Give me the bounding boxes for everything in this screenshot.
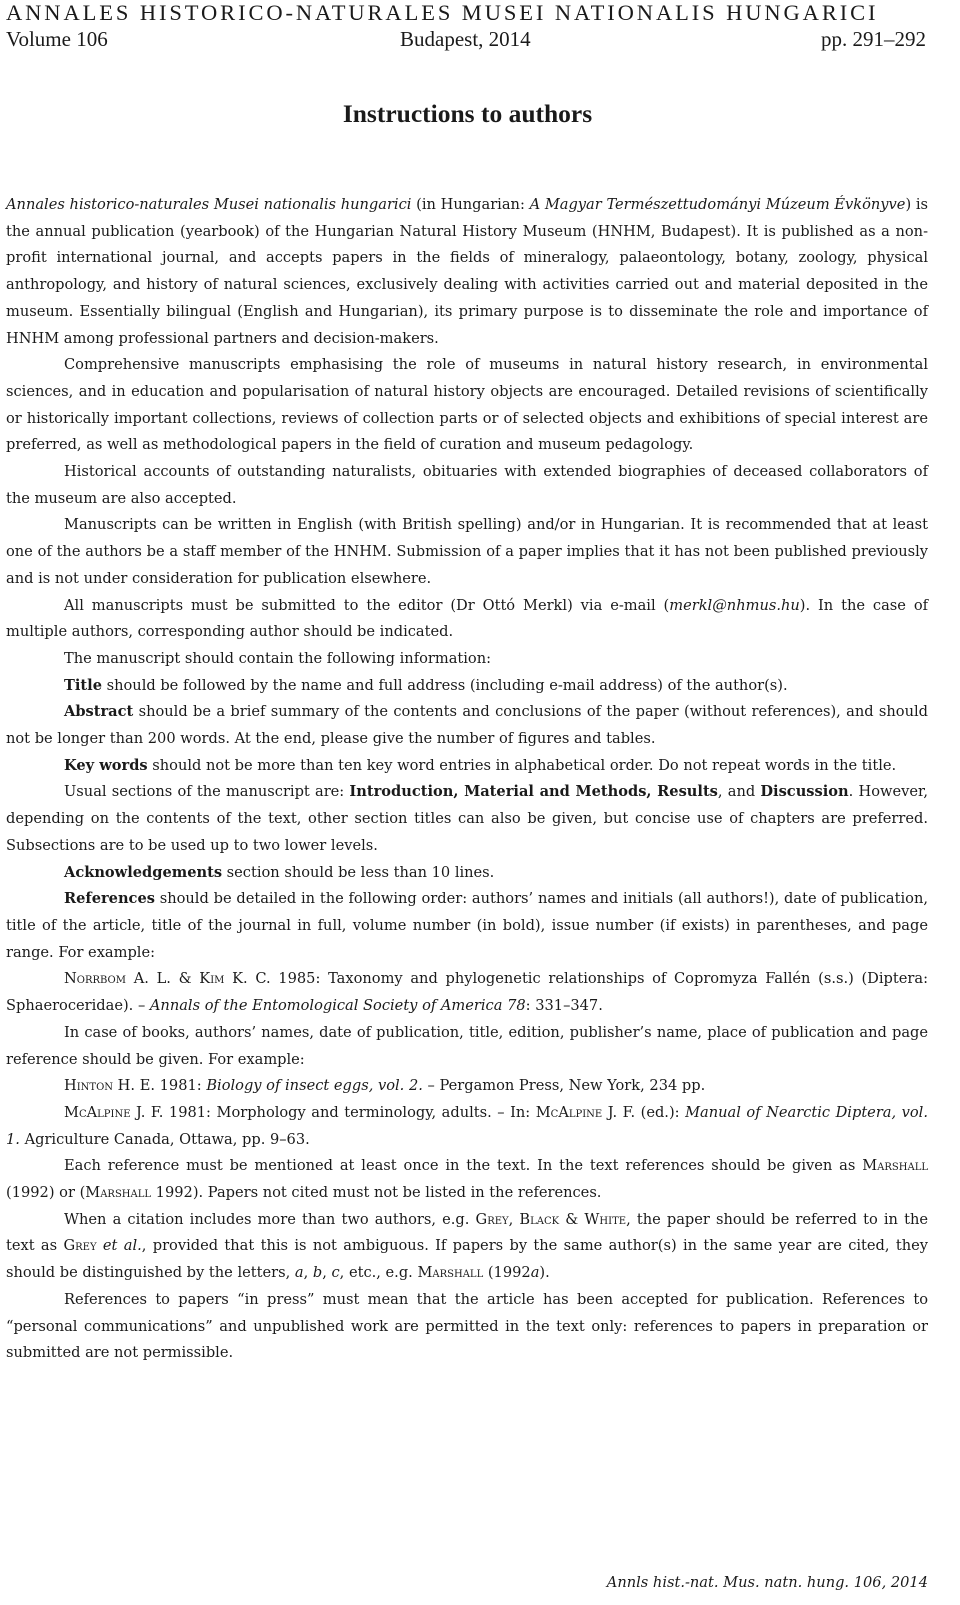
paragraph-historical: Historical accounts of outstanding naturalists, obituaries with extended biographies of deceased collaborators of the museum are also accepted. xyxy=(6,463,928,507)
paragraph-submission: All manuscripts must be submitted to the editor (Dr Ottó Merkl) via e-mail (merkl@nhmus.hu). In the case of multiple authors, corresponding author should be indicated. xyxy=(6,596,929,641)
place-year: Budapest, 2014 xyxy=(400,27,531,51)
paragraph-books: In case of books, authors’ names, date of publication, title, edition, publisher’s name, place of publication and page reference should be given. For example: xyxy=(6,1023,928,1068)
editor-email: merkl@nhmus.hu xyxy=(669,596,800,614)
reference-example-chapter: McAlpine J. F. 1981: Morphology and terminology, adults. – In: McAlpine J. F. (ed.): Manual of Nearctic Diptera, vol. 1. Agriculture Canada, Ottawa, pp. 9–63. xyxy=(6,1103,928,1148)
page-range: pp. 291–292 xyxy=(821,27,926,51)
paragraph-in-press: References to papers “in press” must mean that the article has been accepted for publication. References to “personal communications” and unpublished work are permitted in the text only: references to papers in preparation or submitted are not permissible. xyxy=(6,1290,928,1362)
page-footer: Annls hist.-nat. Mus. natn. hung. 106, 2014 xyxy=(606,1574,928,1591)
paragraph-acknowledgements: Acknowledgements section should be less than 10 lines. xyxy=(64,863,495,881)
hungarian-title: A Magyar Természettudományi Múzeum Évkönyve xyxy=(529,196,906,213)
paragraph-title: Title should be followed by the name and full address (including e-mail address) of the author(s). xyxy=(64,676,788,694)
page-title: Instructions to authors xyxy=(342,99,593,128)
volume-number: Volume 106 xyxy=(6,27,108,51)
paragraph-abstract: Abstract should be a brief summary of the contents and conclusions of the paper (without references), and should not be longer than 200 words. At the end, please give the number of figures and tables. xyxy=(6,703,928,748)
paragraph-keywords: Key words should not be more than ten key word entries in alphabetical order. Do not repeat words in the title. xyxy=(64,756,897,774)
journal-title: ANNALES HISTORICO-NATURALES MUSEI NATIONALIS HUNGARICI xyxy=(6,0,879,25)
article-body xyxy=(6,192,928,1367)
paragraph-scope: Comprehensive manuscripts emphasising the role of museums in natural history research, in environmental sciences, and in education and popularisation of natural history objects are encouraged. Detailed revisions of scientifically or historically important collections, reviews of collection parts or of selected objects and exhibitions of special interest are preferred, as well as methodological papers in the field of curation and museum pedagology. xyxy=(6,356,928,454)
paragraph-sections: Usual sections of the manuscript are: Introduction, Material and Methods, Results, and Discussion. However, depending on the contents of the text, other section titles can also be given, but concise use of chapters are preferred. Subsections are to be used up to two lower levels. xyxy=(6,783,928,854)
paragraph-multiple-authors: When a citation includes more than two authors, e.g. Grey, Black & White, the paper should be referred to in the text as Grey et al., provided that this is not ambiguous. If papers by the same author(s) in the same year are cited, they should be distinguished by the letters, a, b, c, etc., e.g. Marshall (1992a). xyxy=(6,1210,928,1282)
reference-example-book: Hinton H. E. 1981: Biology of insect eggs, vol. 2. – Pergamon Press, New York, 234 pp. xyxy=(64,1077,706,1095)
paragraph-citation: Each reference must be mentioned at least once in the text. In the text references should be given as Marshall (1992) or (Marshall 1992). Papers not cited must not be listed in the references. xyxy=(6,1157,928,1202)
issue-meta xyxy=(6,27,926,55)
paragraph-language: Manuscripts can be written in English (with British spelling) and/or in Hungarian. It is recommended that at least one of the authors be a staff member of the HNHM. Submission of a paper implies that it has not been published previously and is not under consideration for publication elsewhere. xyxy=(6,516,928,587)
paragraph-contents: The manuscript should contain the following information: xyxy=(64,649,492,667)
paragraph-intro: Annales historico-naturales Musei nationalis hungarici (in Hungarian: A Magyar Természettudományi Múzeum Évkönyve) is the annual publication (yearbook) of the Hungarian Natural History Museum (HNHM, Budapest). It is published as a non-profit international journal, and accepts papers in the fields of mineralogy, palaeontology, botany, zoology, physical anthropology, and history of natural sciences, exclusively dealing with activities carried out and material deposited in the museum. Essentially bilingual (English and Hungarian), its primary purpose is to disseminate the role and importance of HNHM among professional partners and decision-makers. xyxy=(6,196,928,347)
paragraph-references: References should be detailed in the following order: authors’ names and initials (all authors!), date of publication, title of the article, title of the journal in full, volume number (in bold), issue number (if exists) in parentheses, and page range. For example: xyxy=(6,890,928,961)
reference-example-article: Norrbom A. L. & Kim K. C. 1985: Taxonomy and phylogenetic relationships of Copromyza Fallén (s.s.) (Diptera: Sphaeroceridae). – Annals of the Entomological Society of America 78: 331–347. xyxy=(6,970,928,1015)
journal-name: Annales historico-naturales Musei nationalis hungarici xyxy=(6,196,412,213)
